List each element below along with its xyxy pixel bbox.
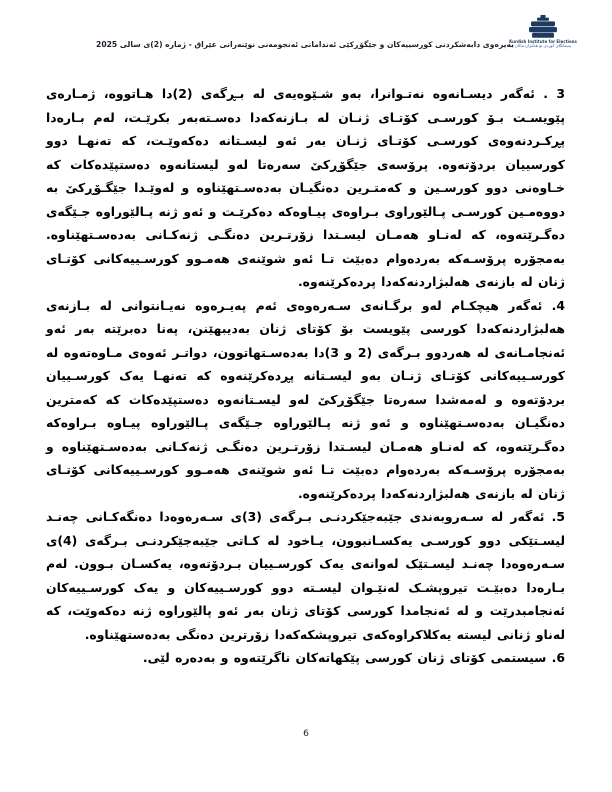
document-body [46,82,565,670]
paragraph-item-6: 6. سیستمی کۆتای ژنان کورسی پێکهاتەکان ناگرێتەوە و بەدەرە لێی. [142,650,565,665]
logo-caption-kurdish: پەیمانگای کوردی بۆ هەڵبژاردنەکان [514,43,572,49]
page-number: 6 [303,729,309,739]
paragraph-item-4: 4. ئەگەر هیچکـام لەو برگـانەی سـەرەوەی ئەم پەیـرەوە نەیـانتوانی لە بـازنەی هەلبژاردنەکەدا کورسی پێویست بۆ کۆتای ژنان بەدیبهێنن، پەنا دەبرێتە بەر ئەو ئەنجامـانەی لە هەردوو بـرگەی (2 و 3)دا بەدەسـتهاتوون، دواتـر ئەوەی مـاوەتەوە لە کورسـییەکانی کۆتـای ژنـان بەو لیسـتانە پڕدەکرێنەوە کە تەنهـا یەک کورسـییان بردۆتەوە و لەمەشدا سەرەتا جێگۆڕکێ لەو لیسـتانەوە دەستپێدەکات کە کەمترین دەنگیـان بەدەسـتهێناوە و ئەو ژنە پـالێوراوە جـێگەی پـالێوراوە پیـاوە بـراوەکە دەگـرێتەوە، کە لەنـاو هەمـان لیسـتدا زۆرتـرین دەنگـی ژنەکـانی بەدەسـتهێناوە و بەمجۆرە پرۆسـەکە بەردەوام دەبێت تـا ئەو شوێنەی هەمـوو کورسـییەکانی کۆتـای ژنان لە بازنەی هەلبژاردنەکەدا پردەکرێنەوە. [46,297,565,501]
running-header-title: بەیرەوی دابەشکردنی کورسییەکان و جێگۆڕکێی ئەندامانی ئەنجومەنی نوێنەرانی عێراق - ژمارە (2)ی سالی 2025 [96,40,514,49]
stacked-books-icon [523,15,563,40]
institute-logo [509,15,577,49]
logo-caption-english: Kurdish Institute for Elections [509,39,577,44]
page-footer [0,729,612,739]
paragraph-item-5: 5. ئەگەر لە سـەروبەندی جێبەجێکردنـی بـرگەی (3)ی سـەرەوەدا دەنگەکـانی چەنـد لیسـتێکی دوو کورسـی یەکسـانبوون، یـاخود لە کـاتی جێبەجێکردنـی بـرگەی (4)ی سـەرەوەدا چەنـد لیسـتێک لەوانەی یەک کورسـییان بـردۆتەوە، یەکسـان بـوون. لەم بـارەدا دەبێـت تیروپشـک لەنێـوان لیسـتە دوو کورسـییەکان و یەک کورسـییەکان ئەنجامبدرێت و لە ئەنجامدا کورسی کۆتای ژنان بەر ئەو پالێوراوە ژنە دەکەوێت، کە لەناو ژنانی لیستە یەکلاکراوەکەی تیروپشکەکەدا زۆرترین دەنگی بەدەستهێناوە. [46,509,565,642]
paragraph-item-3: 3 . ئەگەر دیسـانەوە نەتـوانرا، بەو شـێوەیەی لە بـڕگەی (2)دا هـاتووە، ژمـارەی پێویسـت بـۆ کورسـی کۆتـای ژنـان لە بـازنەکەدا دەسـتەبەر بکرێـت، لەم بـارەدا پڕکـردنەوەی کورسـی کۆتـای ژنـان بەر ئەو لیسـتانە دەکەوێـت، کە تەنهـا دوو کورسییان بردۆتەوە. پرۆسەی جێگۆڕکێ سەرەتا لەو لیستانەوە دەستپێدەکات کە خـاوەنی دوو کورسـین و کەمتـرین دەنگیـان بەدەسـتهێناوە و لەوێـدا جێگـۆڕکێ بە دووەمـین کورسـی پـالێوراوی بـراوەی پیـاوەکە دەکرێـت و ئەو ژنە پـالێوراوە جـێگەی دەگـرێتەوە، کە لەنـاو هەمـان لیسـتدا زۆرتـرین دەنگـی ژنەکـانی بەدەسـتهێناوە. بەمجۆرە پرۆسـەکە بەردەوام دەبێت تـا ئەو شوێنەی هەمـوو کورسـییەکانی کۆتـای ژنان لە بازنەی هەلبژاردنەکەدا پردەکرێنەوە. [46,86,566,289]
page-header [47,15,577,49]
